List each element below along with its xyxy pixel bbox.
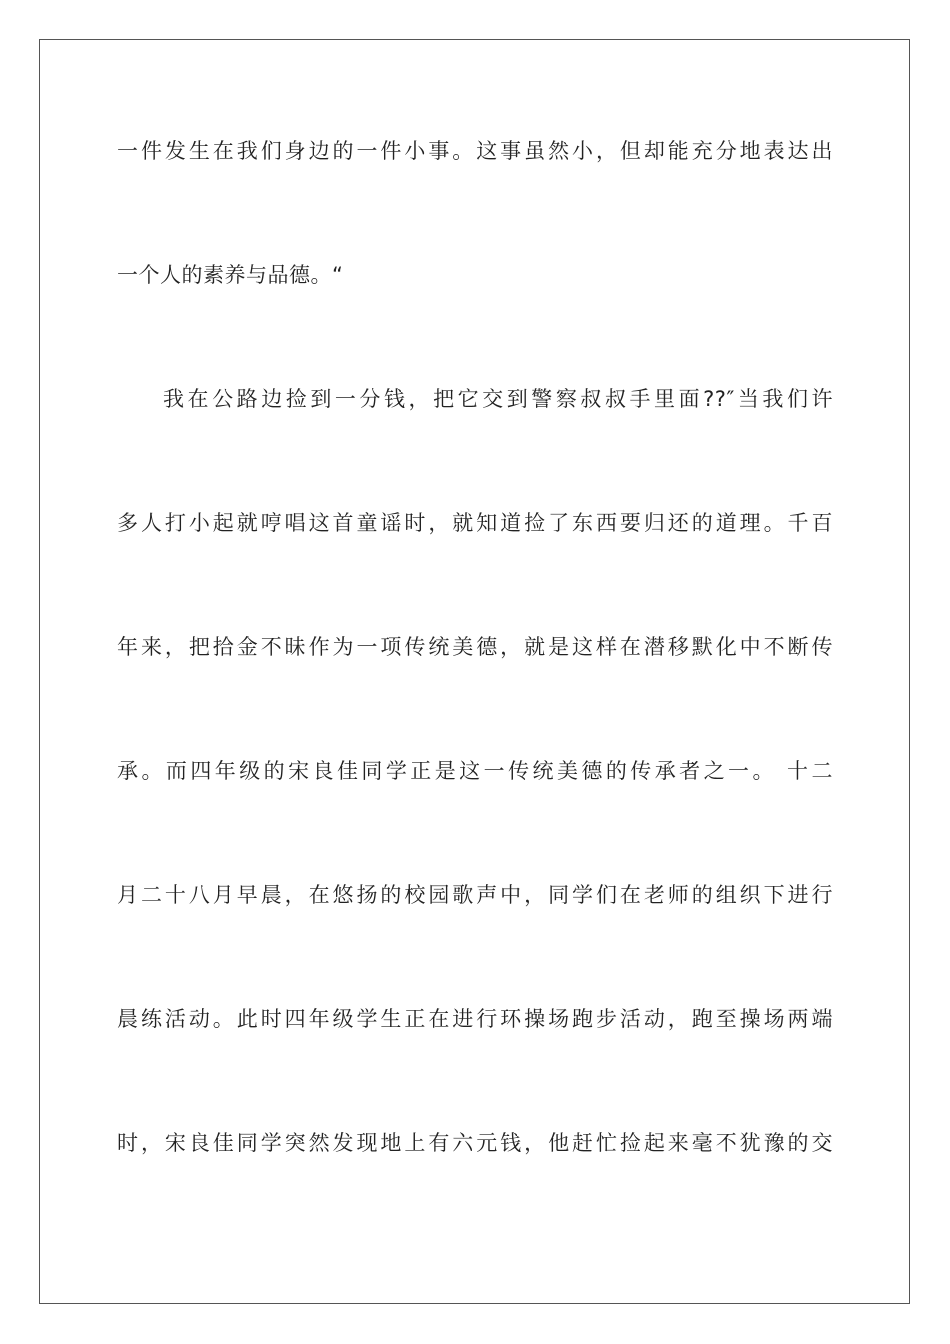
page-border: [39, 39, 910, 1304]
text-line-1: 一件发生在我们身边的一件小事。这事虽然小，但却能充分地表达出: [117, 139, 833, 163]
text-line-6: 承。而四年级的宋良佳同学正是这一传统美德的传承者之一。 十二: [117, 759, 833, 783]
text-line-2: 一个人的素养与品德。“: [117, 263, 344, 287]
text-line-9: 时，宋良佳同学突然发现地上有六元钱，他赶忙捡起来毫不犹豫的交: [117, 1131, 833, 1155]
text-line-4: 多人打小起就哼唱这首童谣时，就知道捡了东西要归还的道理。千百: [117, 511, 833, 535]
text-line-5: 年来，把拾金不昧作为一项传统美德，就是这样在潜移默化中不断传: [117, 635, 833, 659]
text-line-7: 月二十八月早晨，在悠扬的校园歌声中，同学们在老师的组织下进行: [117, 883, 833, 907]
text-line-8: 晨练活动。此时四年级学生正在进行环操场跑步活动，跑至操场两端: [117, 1007, 833, 1031]
text-line-3: 我在公路边捡到一分钱，把它交到警察叔叔手里面??″当我们许: [163, 387, 833, 411]
